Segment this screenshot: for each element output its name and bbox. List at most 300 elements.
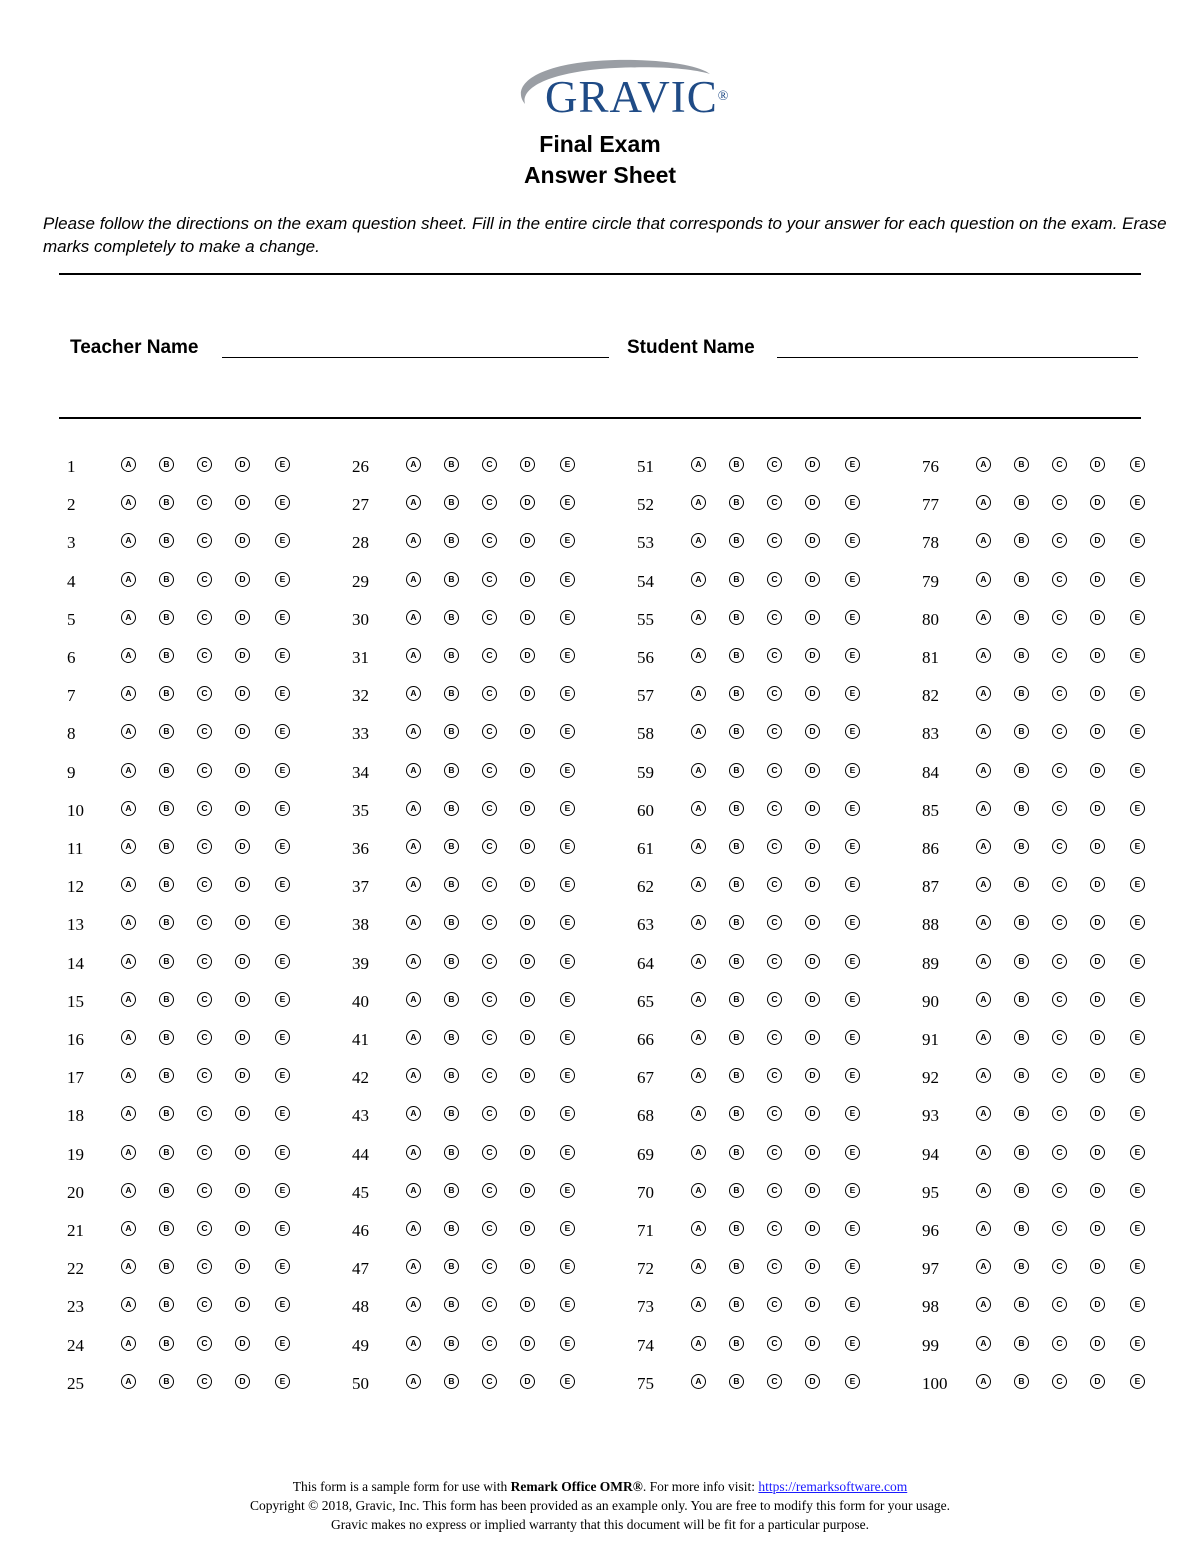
answer-bubble-d[interactable]: D	[805, 1297, 820, 1312]
answer-bubble-b[interactable]: B	[159, 1183, 174, 1198]
answer-bubble-c[interactable]: C	[767, 1145, 782, 1160]
answer-bubble-a[interactable]: A	[976, 1106, 991, 1121]
answer-bubble-c[interactable]: C	[767, 763, 782, 778]
answer-bubble-d[interactable]: D	[235, 648, 250, 663]
answer-bubble-a[interactable]: A	[976, 686, 991, 701]
answer-bubble-a[interactable]: A	[691, 992, 706, 1007]
answer-bubble-e[interactable]: E	[275, 1068, 290, 1083]
answer-bubble-d[interactable]: D	[1090, 1145, 1105, 1160]
answer-bubble-c[interactable]: C	[767, 572, 782, 587]
answer-bubble-d[interactable]: D	[805, 495, 820, 510]
answer-bubble-a[interactable]: A	[406, 915, 421, 930]
answer-bubble-e[interactable]: E	[845, 457, 860, 472]
answer-bubble-c[interactable]: C	[767, 1221, 782, 1236]
answer-bubble-d[interactable]: D	[1090, 839, 1105, 854]
answer-bubble-b[interactable]: B	[729, 495, 744, 510]
answer-bubble-b[interactable]: B	[444, 686, 459, 701]
answer-bubble-b[interactable]: B	[729, 1336, 744, 1351]
answer-bubble-a[interactable]: A	[121, 954, 136, 969]
answer-bubble-e[interactable]: E	[275, 457, 290, 472]
answer-bubble-e[interactable]: E	[560, 954, 575, 969]
answer-bubble-e[interactable]: E	[1130, 1336, 1145, 1351]
answer-bubble-d[interactable]: D	[1090, 1221, 1105, 1236]
answer-bubble-d[interactable]: D	[520, 877, 535, 892]
answer-bubble-c[interactable]: C	[1052, 877, 1067, 892]
answer-bubble-c[interactable]: C	[197, 1030, 212, 1045]
answer-bubble-c[interactable]: C	[767, 724, 782, 739]
answer-bubble-d[interactable]: D	[1090, 763, 1105, 778]
answer-bubble-b[interactable]: B	[444, 724, 459, 739]
answer-bubble-c[interactable]: C	[482, 495, 497, 510]
answer-bubble-a[interactable]: A	[406, 954, 421, 969]
answer-bubble-c[interactable]: C	[1052, 1068, 1067, 1083]
answer-bubble-b[interactable]: B	[729, 992, 744, 1007]
answer-bubble-c[interactable]: C	[482, 992, 497, 1007]
answer-bubble-d[interactable]: D	[1090, 954, 1105, 969]
answer-bubble-b[interactable]: B	[729, 610, 744, 625]
answer-bubble-d[interactable]: D	[805, 1106, 820, 1121]
answer-bubble-c[interactable]: C	[1052, 648, 1067, 663]
answer-bubble-c[interactable]: C	[767, 533, 782, 548]
answer-bubble-e[interactable]: E	[560, 1336, 575, 1351]
answer-bubble-e[interactable]: E	[275, 572, 290, 587]
answer-bubble-a[interactable]: A	[406, 495, 421, 510]
answer-bubble-e[interactable]: E	[845, 1183, 860, 1198]
answer-bubble-a[interactable]: A	[976, 839, 991, 854]
answer-bubble-b[interactable]: B	[1014, 572, 1029, 587]
answer-bubble-a[interactable]: A	[121, 1030, 136, 1045]
answer-bubble-d[interactable]: D	[1090, 724, 1105, 739]
answer-bubble-e[interactable]: E	[845, 1068, 860, 1083]
answer-bubble-c[interactable]: C	[1052, 610, 1067, 625]
answer-bubble-a[interactable]: A	[976, 610, 991, 625]
answer-bubble-d[interactable]: D	[1090, 1259, 1105, 1274]
answer-bubble-d[interactable]: D	[235, 610, 250, 625]
answer-bubble-e[interactable]: E	[560, 1145, 575, 1160]
answer-bubble-b[interactable]: B	[159, 915, 174, 930]
answer-bubble-a[interactable]: A	[976, 495, 991, 510]
answer-bubble-c[interactable]: C	[197, 877, 212, 892]
answer-bubble-d[interactable]: D	[235, 1221, 250, 1236]
answer-bubble-c[interactable]: C	[482, 954, 497, 969]
answer-bubble-b[interactable]: B	[1014, 1374, 1029, 1389]
answer-bubble-e[interactable]: E	[1130, 801, 1145, 816]
answer-bubble-b[interactable]: B	[444, 1068, 459, 1083]
answer-bubble-b[interactable]: B	[729, 877, 744, 892]
answer-bubble-c[interactable]: C	[1052, 1297, 1067, 1312]
answer-bubble-a[interactable]: A	[406, 1374, 421, 1389]
answer-bubble-e[interactable]: E	[275, 1145, 290, 1160]
answer-bubble-a[interactable]: A	[976, 724, 991, 739]
answer-bubble-a[interactable]: A	[691, 533, 706, 548]
answer-bubble-a[interactable]: A	[121, 457, 136, 472]
answer-bubble-e[interactable]: E	[560, 1259, 575, 1274]
answer-bubble-c[interactable]: C	[1052, 533, 1067, 548]
answer-bubble-e[interactable]: E	[845, 801, 860, 816]
answer-bubble-d[interactable]: D	[1090, 877, 1105, 892]
answer-bubble-c[interactable]: C	[767, 1259, 782, 1274]
answer-bubble-c[interactable]: C	[1052, 724, 1067, 739]
answer-bubble-d[interactable]: D	[1090, 801, 1105, 816]
answer-bubble-e[interactable]: E	[845, 1336, 860, 1351]
answer-bubble-d[interactable]: D	[805, 915, 820, 930]
answer-bubble-e[interactable]: E	[275, 1374, 290, 1389]
answer-bubble-e[interactable]: E	[560, 610, 575, 625]
answer-bubble-e[interactable]: E	[845, 1221, 860, 1236]
answer-bubble-c[interactable]: C	[197, 495, 212, 510]
answer-bubble-a[interactable]: A	[691, 1183, 706, 1198]
answer-bubble-b[interactable]: B	[444, 839, 459, 854]
answer-bubble-b[interactable]: B	[444, 648, 459, 663]
answer-bubble-b[interactable]: B	[1014, 915, 1029, 930]
answer-bubble-b[interactable]: B	[159, 686, 174, 701]
answer-bubble-d[interactable]: D	[235, 724, 250, 739]
answer-bubble-e[interactable]: E	[560, 1030, 575, 1045]
answer-bubble-d[interactable]: D	[520, 801, 535, 816]
answer-bubble-b[interactable]: B	[729, 1030, 744, 1045]
answer-bubble-d[interactable]: D	[805, 1221, 820, 1236]
answer-bubble-a[interactable]: A	[121, 839, 136, 854]
answer-bubble-b[interactable]: B	[444, 495, 459, 510]
answer-bubble-e[interactable]: E	[1130, 686, 1145, 701]
answer-bubble-a[interactable]: A	[406, 1068, 421, 1083]
answer-bubble-a[interactable]: A	[976, 457, 991, 472]
answer-bubble-c[interactable]: C	[767, 1030, 782, 1045]
answer-bubble-a[interactable]: A	[406, 533, 421, 548]
answer-bubble-e[interactable]: E	[275, 648, 290, 663]
answer-bubble-a[interactable]: A	[976, 1183, 991, 1198]
answer-bubble-d[interactable]: D	[235, 839, 250, 854]
teacher-name-field[interactable]	[222, 357, 609, 358]
answer-bubble-d[interactable]: D	[1090, 572, 1105, 587]
answer-bubble-b[interactable]: B	[729, 801, 744, 816]
answer-bubble-c[interactable]: C	[482, 1259, 497, 1274]
answer-bubble-b[interactable]: B	[1014, 495, 1029, 510]
answer-bubble-a[interactable]: A	[121, 648, 136, 663]
answer-bubble-d[interactable]: D	[235, 763, 250, 778]
answer-bubble-d[interactable]: D	[520, 1297, 535, 1312]
answer-bubble-b[interactable]: B	[159, 457, 174, 472]
answer-bubble-c[interactable]: C	[197, 839, 212, 854]
answer-bubble-c[interactable]: C	[482, 724, 497, 739]
answer-bubble-a[interactable]: A	[121, 1106, 136, 1121]
answer-bubble-d[interactable]: D	[805, 572, 820, 587]
answer-bubble-a[interactable]: A	[121, 1336, 136, 1351]
answer-bubble-b[interactable]: B	[729, 533, 744, 548]
answer-bubble-a[interactable]: A	[691, 915, 706, 930]
answer-bubble-a[interactable]: A	[121, 1068, 136, 1083]
answer-bubble-e[interactable]: E	[845, 1259, 860, 1274]
answer-bubble-c[interactable]: C	[482, 1336, 497, 1351]
answer-bubble-d[interactable]: D	[235, 572, 250, 587]
answer-bubble-b[interactable]: B	[444, 1297, 459, 1312]
answer-bubble-e[interactable]: E	[1130, 1145, 1145, 1160]
answer-bubble-d[interactable]: D	[1090, 533, 1105, 548]
answer-bubble-c[interactable]: C	[1052, 495, 1067, 510]
answer-bubble-a[interactable]: A	[121, 992, 136, 1007]
answer-bubble-d[interactable]: D	[805, 533, 820, 548]
answer-bubble-a[interactable]: A	[691, 1259, 706, 1274]
answer-bubble-b[interactable]: B	[1014, 992, 1029, 1007]
answer-bubble-b[interactable]: B	[159, 1221, 174, 1236]
answer-bubble-b[interactable]: B	[729, 1183, 744, 1198]
answer-bubble-c[interactable]: C	[767, 686, 782, 701]
answer-bubble-d[interactable]: D	[805, 1374, 820, 1389]
answer-bubble-b[interactable]: B	[729, 915, 744, 930]
answer-bubble-c[interactable]: C	[482, 763, 497, 778]
answer-bubble-e[interactable]: E	[560, 1106, 575, 1121]
answer-bubble-c[interactable]: C	[1052, 801, 1067, 816]
answer-bubble-d[interactable]: D	[520, 457, 535, 472]
answer-bubble-a[interactable]: A	[691, 724, 706, 739]
answer-bubble-c[interactable]: C	[197, 763, 212, 778]
answer-bubble-b[interactable]: B	[444, 801, 459, 816]
answer-bubble-d[interactable]: D	[1090, 686, 1105, 701]
answer-bubble-e[interactable]: E	[275, 1106, 290, 1121]
answer-bubble-a[interactable]: A	[406, 648, 421, 663]
answer-bubble-a[interactable]: A	[976, 1336, 991, 1351]
answer-bubble-a[interactable]: A	[406, 610, 421, 625]
answer-bubble-c[interactable]: C	[767, 610, 782, 625]
answer-bubble-a[interactable]: A	[691, 1297, 706, 1312]
answer-bubble-e[interactable]: E	[845, 954, 860, 969]
answer-bubble-a[interactable]: A	[121, 915, 136, 930]
answer-bubble-c[interactable]: C	[197, 648, 212, 663]
answer-bubble-c[interactable]: C	[1052, 839, 1067, 854]
answer-bubble-b[interactable]: B	[729, 954, 744, 969]
answer-bubble-b[interactable]: B	[1014, 1068, 1029, 1083]
answer-bubble-e[interactable]: E	[560, 457, 575, 472]
answer-bubble-c[interactable]: C	[197, 1297, 212, 1312]
answer-bubble-a[interactable]: A	[406, 457, 421, 472]
answer-bubble-b[interactable]: B	[444, 915, 459, 930]
answer-bubble-c[interactable]: C	[197, 686, 212, 701]
answer-bubble-c[interactable]: C	[1052, 457, 1067, 472]
answer-bubble-c[interactable]: C	[1052, 572, 1067, 587]
answer-bubble-d[interactable]: D	[235, 533, 250, 548]
answer-bubble-a[interactable]: A	[691, 1106, 706, 1121]
answer-bubble-e[interactable]: E	[560, 1374, 575, 1389]
answer-bubble-c[interactable]: C	[1052, 763, 1067, 778]
answer-bubble-c[interactable]: C	[767, 915, 782, 930]
answer-bubble-b[interactable]: B	[159, 1336, 174, 1351]
answer-bubble-e[interactable]: E	[845, 572, 860, 587]
answer-bubble-c[interactable]: C	[197, 724, 212, 739]
answer-bubble-e[interactable]: E	[845, 992, 860, 1007]
answer-bubble-a[interactable]: A	[976, 1374, 991, 1389]
answer-bubble-b[interactable]: B	[444, 954, 459, 969]
answer-bubble-a[interactable]: A	[121, 572, 136, 587]
answer-bubble-d[interactable]: D	[805, 839, 820, 854]
answer-bubble-e[interactable]: E	[275, 495, 290, 510]
answer-bubble-d[interactable]: D	[235, 1297, 250, 1312]
answer-bubble-d[interactable]: D	[805, 724, 820, 739]
answer-bubble-d[interactable]: D	[520, 686, 535, 701]
answer-bubble-b[interactable]: B	[1014, 1336, 1029, 1351]
answer-bubble-d[interactable]: D	[235, 1106, 250, 1121]
answer-bubble-a[interactable]: A	[976, 1259, 991, 1274]
answer-bubble-b[interactable]: B	[729, 1145, 744, 1160]
answer-bubble-d[interactable]: D	[520, 915, 535, 930]
answer-bubble-d[interactable]: D	[520, 1106, 535, 1121]
answer-bubble-d[interactable]: D	[1090, 648, 1105, 663]
answer-bubble-d[interactable]: D	[1090, 992, 1105, 1007]
answer-bubble-b[interactable]: B	[729, 1259, 744, 1274]
answer-bubble-c[interactable]: C	[1052, 954, 1067, 969]
answer-bubble-c[interactable]: C	[482, 1297, 497, 1312]
answer-bubble-d[interactable]: D	[520, 1145, 535, 1160]
answer-bubble-e[interactable]: E	[1130, 1183, 1145, 1198]
answer-bubble-c[interactable]: C	[482, 457, 497, 472]
answer-bubble-d[interactable]: D	[805, 610, 820, 625]
answer-bubble-a[interactable]: A	[976, 877, 991, 892]
answer-bubble-a[interactable]: A	[121, 1145, 136, 1160]
answer-bubble-c[interactable]: C	[767, 1297, 782, 1312]
answer-bubble-e[interactable]: E	[845, 1030, 860, 1045]
answer-bubble-b[interactable]: B	[729, 839, 744, 854]
answer-bubble-c[interactable]: C	[197, 915, 212, 930]
answer-bubble-e[interactable]: E	[1130, 1374, 1145, 1389]
answer-bubble-c[interactable]: C	[482, 686, 497, 701]
answer-bubble-a[interactable]: A	[406, 1259, 421, 1274]
answer-bubble-b[interactable]: B	[444, 877, 459, 892]
answer-bubble-c[interactable]: C	[197, 533, 212, 548]
student-name-field[interactable]	[777, 357, 1138, 358]
answer-bubble-e[interactable]: E	[275, 533, 290, 548]
answer-bubble-e[interactable]: E	[275, 1259, 290, 1274]
answer-bubble-c[interactable]: C	[482, 915, 497, 930]
answer-bubble-e[interactable]: E	[560, 724, 575, 739]
answer-bubble-e[interactable]: E	[1130, 992, 1145, 1007]
answer-bubble-d[interactable]: D	[520, 648, 535, 663]
answer-bubble-e[interactable]: E	[560, 992, 575, 1007]
answer-bubble-e[interactable]: E	[560, 1297, 575, 1312]
answer-bubble-a[interactable]: A	[121, 610, 136, 625]
answer-bubble-a[interactable]: A	[691, 1221, 706, 1236]
answer-bubble-d[interactable]: D	[235, 801, 250, 816]
answer-bubble-a[interactable]: A	[406, 839, 421, 854]
answer-bubble-e[interactable]: E	[275, 992, 290, 1007]
answer-bubble-c[interactable]: C	[197, 457, 212, 472]
answer-bubble-b[interactable]: B	[159, 648, 174, 663]
answer-bubble-b[interactable]: B	[1014, 839, 1029, 854]
answer-bubble-b[interactable]: B	[159, 495, 174, 510]
answer-bubble-b[interactable]: B	[159, 1106, 174, 1121]
answer-bubble-c[interactable]: C	[197, 1068, 212, 1083]
answer-bubble-d[interactable]: D	[235, 915, 250, 930]
answer-bubble-e[interactable]: E	[275, 724, 290, 739]
answer-bubble-c[interactable]: C	[197, 1106, 212, 1121]
answer-bubble-c[interactable]: C	[767, 457, 782, 472]
answer-bubble-d[interactable]: D	[235, 495, 250, 510]
answer-bubble-c[interactable]: C	[482, 533, 497, 548]
answer-bubble-e[interactable]: E	[275, 877, 290, 892]
answer-bubble-d[interactable]: D	[235, 1336, 250, 1351]
answer-bubble-e[interactable]: E	[560, 1221, 575, 1236]
answer-bubble-c[interactable]: C	[197, 954, 212, 969]
answer-bubble-a[interactable]: A	[976, 915, 991, 930]
answer-bubble-d[interactable]: D	[235, 1183, 250, 1198]
answer-bubble-d[interactable]: D	[805, 1336, 820, 1351]
answer-bubble-a[interactable]: A	[121, 1221, 136, 1236]
answer-bubble-d[interactable]: D	[1090, 495, 1105, 510]
answer-bubble-c[interactable]: C	[767, 1068, 782, 1083]
answer-bubble-c[interactable]: C	[1052, 992, 1067, 1007]
answer-bubble-b[interactable]: B	[729, 1374, 744, 1389]
answer-bubble-e[interactable]: E	[560, 648, 575, 663]
answer-bubble-e[interactable]: E	[1130, 915, 1145, 930]
answer-bubble-a[interactable]: A	[691, 1030, 706, 1045]
answer-bubble-b[interactable]: B	[159, 572, 174, 587]
answer-bubble-a[interactable]: A	[691, 610, 706, 625]
answer-bubble-d[interactable]: D	[520, 1259, 535, 1274]
answer-bubble-a[interactable]: A	[691, 648, 706, 663]
answer-bubble-d[interactable]: D	[520, 1374, 535, 1389]
answer-bubble-c[interactable]: C	[197, 1336, 212, 1351]
answer-bubble-c[interactable]: C	[1052, 1336, 1067, 1351]
answer-bubble-a[interactable]: A	[976, 992, 991, 1007]
answer-bubble-a[interactable]: A	[976, 1297, 991, 1312]
answer-bubble-d[interactable]: D	[520, 1221, 535, 1236]
answer-bubble-d[interactable]: D	[520, 1030, 535, 1045]
answer-bubble-b[interactable]: B	[1014, 1030, 1029, 1045]
answer-bubble-c[interactable]: C	[767, 1106, 782, 1121]
answer-bubble-e[interactable]: E	[275, 915, 290, 930]
answer-bubble-e[interactable]: E	[845, 648, 860, 663]
answer-bubble-a[interactable]: A	[691, 495, 706, 510]
answer-bubble-e[interactable]: E	[845, 1297, 860, 1312]
answer-bubble-d[interactable]: D	[235, 1374, 250, 1389]
answer-bubble-e[interactable]: E	[1130, 954, 1145, 969]
answer-bubble-e[interactable]: E	[560, 1183, 575, 1198]
answer-bubble-e[interactable]: E	[1130, 1297, 1145, 1312]
answer-bubble-d[interactable]: D	[520, 1336, 535, 1351]
answer-bubble-a[interactable]: A	[121, 1374, 136, 1389]
answer-bubble-e[interactable]: E	[1130, 533, 1145, 548]
answer-bubble-d[interactable]: D	[520, 572, 535, 587]
answer-bubble-b[interactable]: B	[444, 1030, 459, 1045]
answer-bubble-a[interactable]: A	[691, 1336, 706, 1351]
answer-bubble-b[interactable]: B	[1014, 801, 1029, 816]
answer-bubble-c[interactable]: C	[197, 572, 212, 587]
answer-bubble-a[interactable]: A	[976, 533, 991, 548]
answer-bubble-c[interactable]: C	[482, 1183, 497, 1198]
answer-bubble-d[interactable]: D	[1090, 610, 1105, 625]
answer-bubble-e[interactable]: E	[1130, 839, 1145, 854]
answer-bubble-e[interactable]: E	[560, 915, 575, 930]
answer-bubble-b[interactable]: B	[729, 763, 744, 778]
answer-bubble-c[interactable]: C	[482, 572, 497, 587]
answer-bubble-c[interactable]: C	[767, 495, 782, 510]
answer-bubble-e[interactable]: E	[1130, 1259, 1145, 1274]
answer-bubble-c[interactable]: C	[767, 1374, 782, 1389]
answer-bubble-e[interactable]: E	[560, 877, 575, 892]
answer-bubble-c[interactable]: C	[482, 1374, 497, 1389]
answer-bubble-b[interactable]: B	[159, 1068, 174, 1083]
answer-bubble-a[interactable]: A	[406, 1106, 421, 1121]
answer-bubble-c[interactable]: C	[197, 1183, 212, 1198]
answer-bubble-e[interactable]: E	[560, 839, 575, 854]
answer-bubble-a[interactable]: A	[691, 877, 706, 892]
answer-bubble-c[interactable]: C	[767, 648, 782, 663]
answer-bubble-c[interactable]: C	[1052, 1183, 1067, 1198]
answer-bubble-a[interactable]: A	[406, 686, 421, 701]
answer-bubble-b[interactable]: B	[159, 1297, 174, 1312]
answer-bubble-e[interactable]: E	[275, 763, 290, 778]
answer-bubble-e[interactable]: E	[1130, 1030, 1145, 1045]
answer-bubble-e[interactable]: E	[1130, 610, 1145, 625]
answer-bubble-d[interactable]: D	[805, 1183, 820, 1198]
